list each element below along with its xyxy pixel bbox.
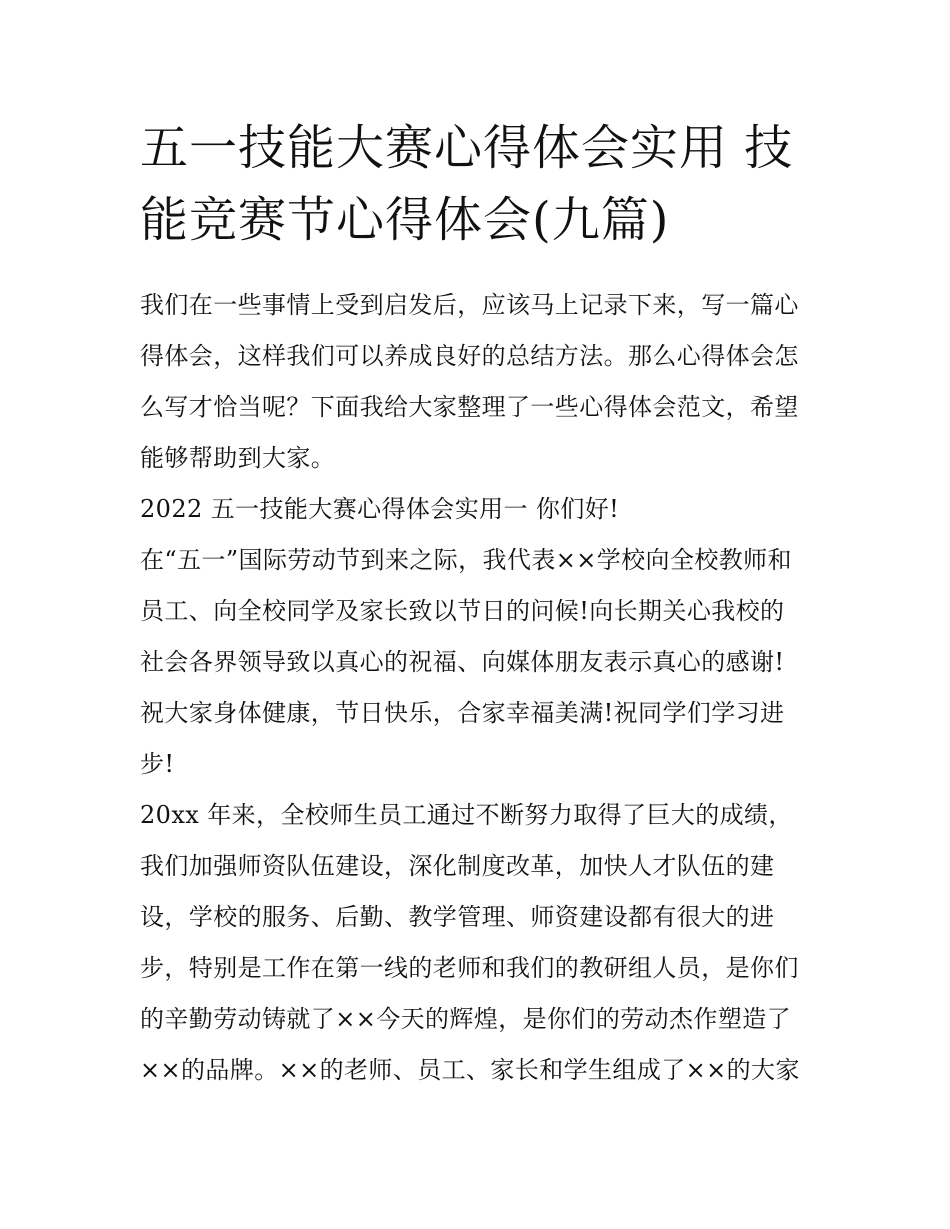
text-line: 步! [140,750,175,778]
text-line: 社会各界领导致以真心的祝福、向媒体朋友表示真心的感谢! [140,648,785,676]
title-line-1: 五一技能大赛心得体会实用 技 [140,120,794,176]
text-line: 我们在一些事情上受到启发后，应该马上记录下来，写一篇心 [140,291,799,319]
text-line: 得体会，这样我们可以养成良好的总结方法。那么心得体会怎 [140,342,799,370]
text-line: 设，学校的服务、后勤、教学管理、师资建设都有很大的进 [140,903,775,931]
text-line: 么写才恰当呢？下面我给大家整理了一些心得体会范文，希望 [140,393,799,421]
text-line: 祝大家身体健康，节日快乐，合家幸福美满!祝同学们学习进 [140,699,785,727]
document-body [140,280,816,1096]
text-line: 步，特别是工作在第一线的老师和我们的教研组人员，是你们 [140,954,799,982]
title-line-2: 能竞赛节心得体会(九篇) [140,192,670,248]
text-line: 我们加强师资队伍建设，深化制度改革，加快人才队伍的建 [140,852,775,880]
text-line: 员工、向全校同学及家长致以节日的问候!向长期关心我校的 [140,597,785,625]
text-line: 能够帮助到大家。 [140,444,336,472]
text-line: 的辛勤劳动铸就了××今天的辉煌，是你们的劳动杰作塑造了 [140,1005,792,1033]
document-title [140,112,820,256]
text-line: ××的品牌。××的老师、员工、家长和学生组成了××的大家 [140,1056,800,1084]
text-line: 在“五一”国际劳动节到来之际，我代表××学校向全校教师和 [140,546,792,574]
text-line: 20xx 年来，全校师生员工通过不断努力取得了巨大的成绩， [140,801,793,829]
section-heading-line: 2022 五一技能大赛心得体会实用一 你们好! [140,495,620,523]
